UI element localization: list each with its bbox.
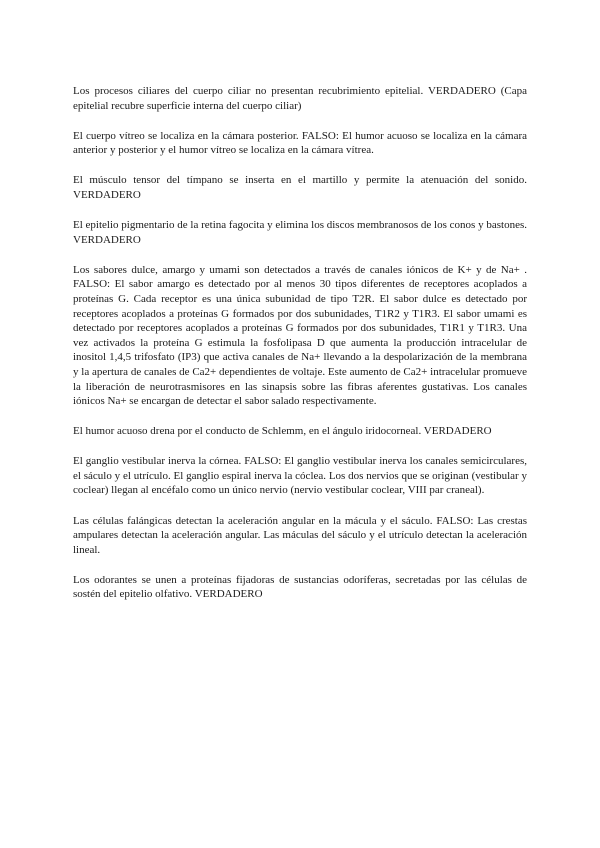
paragraph-9: Los odorantes se unen a proteínas fijadoras de sustancias odoríferas, secretadas por las células de sostén del epitelio olfativo. VERDADERO <box>73 573 527 601</box>
paragraph-7: El ganglio vestibular inerva la córnea. FALSO: El ganglio vestibular inerva los canales semicirculares, el sáculo y el utrículo. El ganglio espiral inerva la cóclea. Los dos nervios que se originan (vestibular y coclear) llegan al encéfalo como un único nervio (nervio vestibular coclear, VIII par craneal). <box>73 455 527 497</box>
paragraph-2: El cuerpo vítreo se localiza en la cámara posterior. FALSO: El humor acuoso se localiza en la cámara anterior y posterior y el humor vítreo se localiza en la cámara vítrea. <box>73 129 527 157</box>
document-page <box>73 84 527 618</box>
paragraph-1: Los procesos ciliares del cuerpo ciliar no presentan recubrimiento epitelial. VERDADERO (Capa epitelial recubre superficie interna del cuerpo ciliar) <box>73 85 527 112</box>
paragraph-8: Las células falángicas detectan la aceleración angular en la mácula y el sáculo. FALSO: Las crestas ampulares detectan la aceleración angular. Las máculas del sáculo y el utrículo detectan la aceleración lineal. <box>73 514 527 556</box>
paragraph-3: El músculo tensor del tímpano se inserta en el martillo y permite la atenuación del sonido. VERDADERO <box>73 174 527 201</box>
paragraph-4: El epitelio pigmentario de la retina fagocita y elimina los discos membranosos de los conos y bastones. VERDADERO <box>73 219 527 246</box>
paragraph-5: Los sabores dulce, amargo y umami son detectados a través de canales iónicos de K+ y de Na+ . FALSO: El sabor amargo es detectado por al menos 30 tipos diferentes de receptores acoplados a proteínas G. Cada receptor es una única subunidad de tipo T2R. El sabor dulce es detectado por receptores acoplados a proteínas G formados por dos subunidades, T1R2 y T1R3. El sabor umami es detectado por receptores acoplados a proteínas G formados por dos subunidades, T1R1 y T1R3. Una vez activados la proteína G estimula la fosfolipasa D que aumenta la producción intracelular de inositol 1,4,5 trifosfato (IP3) que activa canales de Na+ llevando a la despolarización de la membrana y la apertura de canales de Ca2+ dependientes de voltaje. Este aumento de Ca2+ intracelular promueve la liberación de neurotrasmisores en las sinapsis sobre las fibras aferentes gustativas. Los canales iónicos Na+ se encargan de detectar el sabor salado respectivamente. <box>73 263 527 408</box>
paragraph-6: El humor acuoso drena por el conducto de Schlemm, en el ángulo iridocorneal. VERDADERO <box>73 425 492 438</box>
